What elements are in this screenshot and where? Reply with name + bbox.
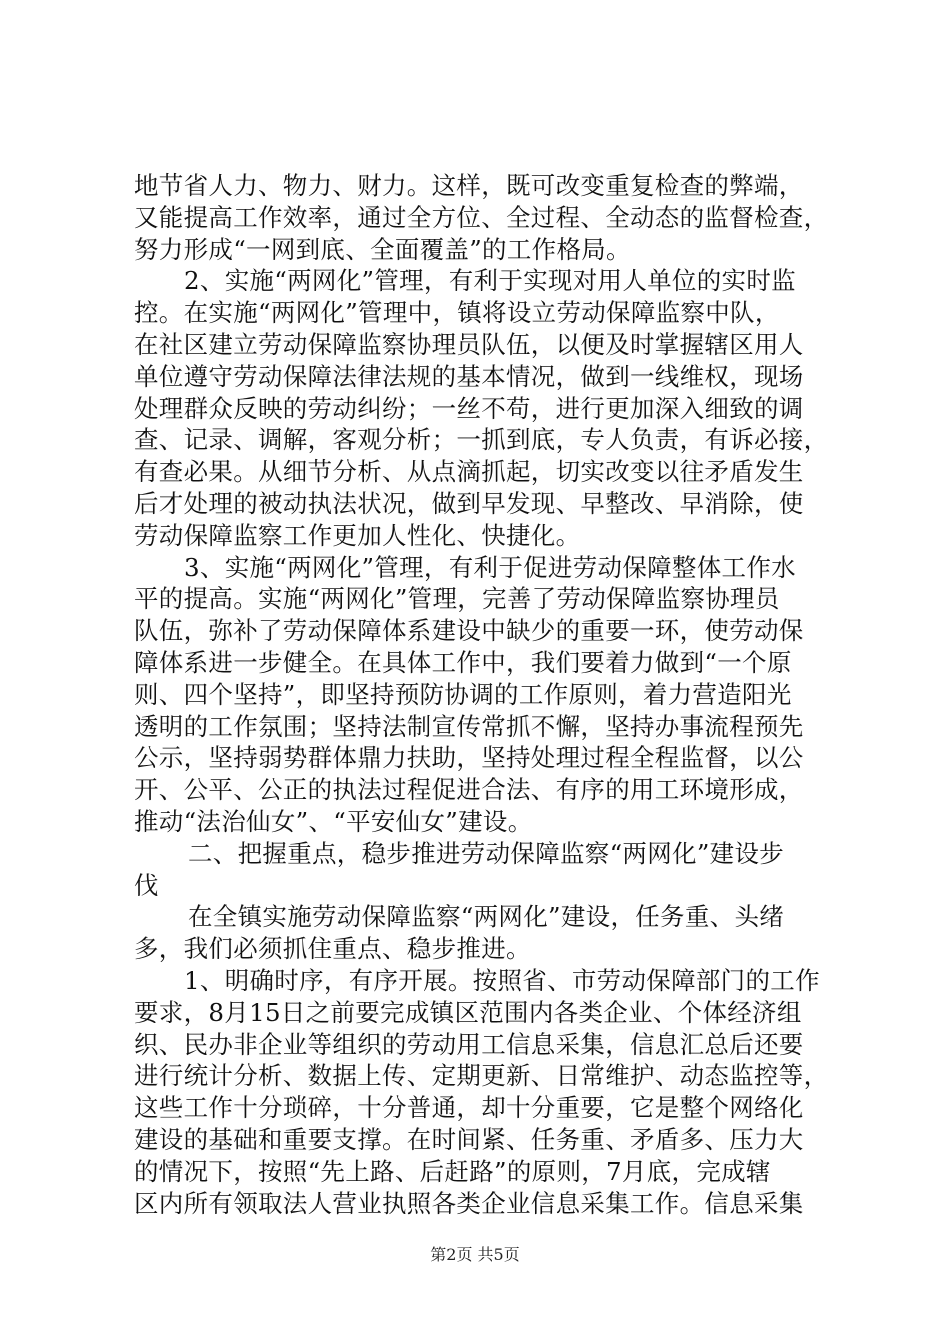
text-line: 开、公平、公正的执法过程促进合法、有序的用工环境形成， xyxy=(134,775,804,805)
text-line: 在社区建立劳动保障监察协理员队伍，以便及时掌握辖区用人 xyxy=(134,329,804,359)
paragraph-start-line: 1、明确时序，有序开展。按照省、市劳动保障部门的工作 xyxy=(184,965,820,995)
text-line: 织、民办非企业等组织的劳动用工信息采集，信息汇总后还要 xyxy=(134,1029,804,1059)
text-line: 后才处理的被动执法状况，做到早发现、早整改、早消除，使 xyxy=(134,488,804,518)
text-line: 推动“法治仙女”、“平安仙女”建设。 xyxy=(134,806,533,836)
text-line: 这些工作十分琐碎，十分普通，却十分重要，它是整个网络化 xyxy=(134,1093,804,1123)
section-heading-line: 二、把握重点，稳步推进劳动保障监察“两网化”建设步 xyxy=(188,838,785,868)
text-line: 又能提高工作效率，通过全方位、全过程、全动态的监督检查， xyxy=(134,202,829,232)
text-line: 队伍，弥补了劳动保障体系建设中缺少的重要一环，使劳动保 xyxy=(134,616,804,646)
paragraph-start-line: 2、实施“两网化”管理，有利于实现对用人单位的实时监 xyxy=(184,266,796,296)
text-line: 地节省人力、物力、财力。这样，既可改变重复检查的弊端， xyxy=(134,171,804,200)
text-line: 努力形成“一网到底、全面覆盖”的工作格局。 xyxy=(134,234,631,264)
text-line: 建设的基础和重要支撑。在时间紧、任务重、矛盾多、压力大 xyxy=(134,1124,804,1154)
text-line: 有查必果。从细节分析、从点滴抓起，切实改变以往矛盾发生 xyxy=(134,457,804,487)
text-line: 处理群众反映的劳动纠纷；一丝不苟，进行更加深入细致的调 xyxy=(134,393,804,423)
text-line: 透明的工作氛围；坚持法制宣传常抓不懈，坚持办事流程预先 xyxy=(134,711,804,741)
document-body xyxy=(134,170,834,1219)
text-line: 要求，8月15日之前要完成镇区范围内各类企业、个体经济组 xyxy=(134,997,802,1027)
text-line: 公示，坚持弱势群体鼎力扶助，坚持处理过程全程监督，以公 xyxy=(134,743,804,773)
text-line: 进行统计分析、数据上传、定期更新、日常维护、动态监控等， xyxy=(134,1061,829,1091)
text-line: 控。在实施“两网化”管理中，镇将设立劳动保障监察中队， xyxy=(134,298,780,328)
page-number-footer: 第2页 共5页 xyxy=(430,1245,520,1264)
text-line: 劳动保障监察工作更加人性化、快捷化。 xyxy=(134,520,581,550)
paragraph-start-line: 3、实施“两网化”管理，有利于促进劳动保障整体工作水 xyxy=(184,552,796,582)
text-line: 多，我们必须抓住重点、稳步推进。 xyxy=(134,934,531,964)
paragraph-start-line: 在全镇实施劳动保障监察“两网化”建设，任务重、头绪 xyxy=(188,902,785,932)
section-heading-line: 伐 xyxy=(134,870,159,900)
text-line: 单位遵守劳动保障法律法规的基本情况，做到一线维权，现场 xyxy=(134,361,804,391)
text-line: 查、记录、调解，客观分析；一抓到底，专人负责，有诉必接， xyxy=(134,425,829,455)
text-line: 障体系进一步健全。在具体工作中，我们要着力做到“一个原 xyxy=(134,647,792,677)
text-line: 平的提高。实施“两网化”管理，完善了劳动保障监察协理员 xyxy=(134,584,780,614)
text-line: 则、四个坚持”，即坚持预防协调的工作原则，着力营造阳光 xyxy=(134,679,792,709)
text-line: 的情况下，按照“先上路、后赶路”的原则，7月底，完成辖 xyxy=(134,1156,771,1186)
text-line: 区内所有领取法人营业执照各类企业信息采集工作。信息采集 xyxy=(134,1188,804,1218)
